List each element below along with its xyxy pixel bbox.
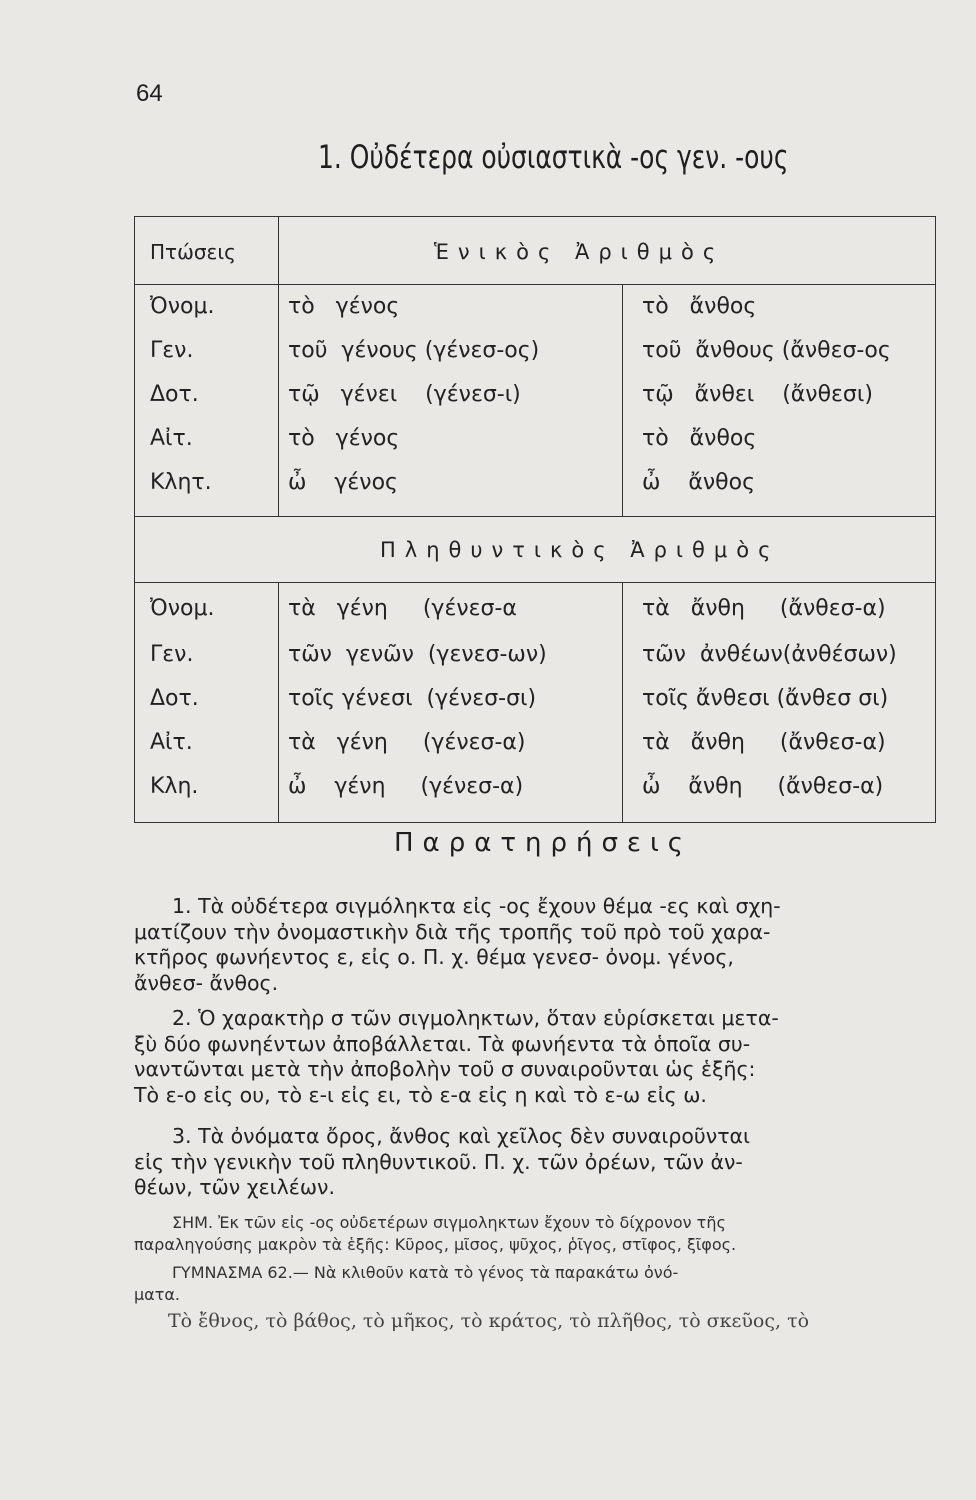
- exercise: [134, 1262, 934, 1306]
- sg-anthos-acc: τὸ ἄνθος: [642, 426, 757, 451]
- table-rule-plural-top: [134, 516, 936, 517]
- pl-case-acc: Αἰτ.: [150, 730, 193, 755]
- sg-genos-voc: ὦ γένος: [288, 470, 398, 495]
- pl-case-nom: Ὀνομ.: [150, 596, 215, 621]
- note-1-line: κτῆρος φωνήεντος ε, εἰς ο. Π. χ. θέμα γενεσ- ὀνομ. γένος,: [134, 945, 734, 969]
- note-2-line: 2. Ὁ χαρακτὴρ σ τῶν σιγμοληκτων, ὅταν εὑρίσκεται μετα-: [172, 1006, 779, 1030]
- pl-case-voc: Κλη.: [150, 774, 199, 799]
- pl-anthos-nom: τὰ ἄνθη (ἄνθεσ-α): [642, 596, 886, 621]
- table-rule-singular-header: [134, 284, 936, 285]
- pl-genos-acc: τὰ γένη (γένεσ-α): [288, 730, 526, 755]
- table-rule-mid-singular: [622, 284, 623, 516]
- pl-genos-voc: ὦ γένη (γένεσ-α): [288, 774, 524, 799]
- sg-anthos-voc: ὦ ἄνθος: [642, 470, 756, 495]
- sg-genos-acc: τὸ γένος: [288, 426, 400, 451]
- sg-anthos-gen: τοῦ ἄνθους (ἄνθεσ-ος: [642, 338, 891, 363]
- table-rule-case-singular: [278, 216, 279, 516]
- cases-header: Πτώσεις: [150, 240, 236, 264]
- exercise-word-list: Τὸ ἔθνος, τὸ βάθος, τὸ μῆκος, τὸ κράτος, τὸ πλῆθος, τὸ σκεῦος, τὸ: [168, 1310, 810, 1332]
- sg-case-gen: Γεν.: [150, 338, 194, 363]
- plural-header: Πληθυντικὸς Ἀριθμὸς: [380, 538, 780, 562]
- pl-genos-nom: τὰ γένη (γένεσ-α: [288, 596, 517, 621]
- table-rule-right: [935, 216, 936, 822]
- table-rule-plural-header: [134, 582, 936, 583]
- sg-anthos-nom: τὸ ἄνθος: [642, 294, 757, 319]
- pl-genos-gen: τῶν γενῶν (γενεσ-ων): [288, 642, 547, 667]
- pl-genos-dat: τοῖς γένεσι (γένεσ-σι): [288, 686, 537, 711]
- note-2-line: ξὺ δύο φωνηέντων ἀποβάλλεται. Τὰ φωνήεντα τὰ ὁποῖα συ-: [134, 1031, 751, 1056]
- note-2: [134, 1006, 934, 1108]
- table-rule-top: [134, 216, 936, 217]
- note-1-line: 1. Τὰ οὐδέτερα σιγμόληκτα εἰς -ος ἔχουν θέμα -ες καὶ σχη-: [172, 894, 781, 918]
- pl-anthos-gen: τῶν ἀνθέων(ἀνθέσων): [642, 642, 897, 667]
- declension-table: [134, 216, 936, 828]
- note-1: [134, 894, 934, 996]
- sg-anthos-dat: τῷ ἄνθει (ἄνθεσι): [642, 382, 873, 407]
- table-rule-left: [134, 216, 135, 822]
- table-rule-case-plural: [278, 582, 279, 822]
- note-3-line: θέων, τῶν χειλέων.: [134, 1175, 335, 1199]
- note-1-line: ἄνθεσ- ἄνθος.: [134, 970, 279, 995]
- sg-case-voc: Κλητ.: [150, 470, 212, 495]
- pl-case-gen: Γεν.: [150, 642, 194, 667]
- note-1-line: ματίζουν τὴν ὀνομαστικὴν διὰ τῆς τροπῆς τοῦ πρὸ τοῦ χαρα-: [134, 919, 771, 944]
- table-rule-mid-plural: [622, 582, 623, 822]
- singular-header: Ἑνικὸς Ἀριθμὸς: [434, 240, 725, 264]
- exercise-line: ΓΥΜΝΑΣΜΑ 62.— Νὰ κλιθοῦν κατὰ τὸ γένος τὰ παρακάτω ὀνό-: [172, 1263, 679, 1282]
- pl-anthos-acc: τὰ ἄνθη (ἄνθεσ-α): [642, 730, 886, 755]
- note-shm: [134, 1212, 934, 1256]
- table-rule-bottom: [134, 822, 936, 823]
- page-title: 1. Οὐδέτερα οὐσιαστικὰ -ος γεν. -ους: [318, 138, 789, 176]
- note-2-line: Τὸ ε-ο εἰς ου, τὸ ε-ι εἰς ει, τὸ ε-α εἰς η καὶ τὸ ε-ω εἰς ω.: [134, 1082, 707, 1107]
- note-2-line: ναντῶνται μετὰ τὴν ἀποβολὴν τοῦ σ συναιροῦνται ὡς ἑξῆς:: [134, 1057, 756, 1081]
- sg-case-nom: Ὀνομ.: [150, 294, 215, 319]
- pl-anthos-dat: τοῖς ἄνθεσι (ἄνθεσ σι): [642, 686, 889, 711]
- note-3-line: 3. Τὰ ὀνόματα ὄρος, ἄνθος καὶ χεῖλος δὲν συναιροῦνται: [172, 1124, 750, 1148]
- sg-case-dat: Δοτ.: [150, 382, 199, 407]
- sg-genos-gen: τοῦ γένους (γένεσ-ος): [288, 338, 540, 363]
- sg-genos-nom: τὸ γένος: [288, 294, 400, 319]
- sg-genos-dat: τῷ γένει (γένεσ-ι): [288, 382, 521, 407]
- pl-anthos-voc: ὦ ἄνθη (ἄνθεσ-α): [642, 774, 884, 799]
- exercise-line: ματα.: [134, 1285, 180, 1304]
- pl-case-dat: Δοτ.: [150, 686, 199, 711]
- observations-heading: Παρατηρήσεις: [394, 828, 693, 858]
- note-shm-line: παραληγούσης μακρὸν τὰ ἑξῆς: Κῦρος, μῖσος, ψῦχος, ῥῖγος, στῖφος, ξῖφος.: [134, 1235, 737, 1254]
- note-3-line: εἰς τὴν γενικὴν τοῦ πληθυντικοῦ. Π. χ. τῶν ὀρέων, τῶν ἀν-: [134, 1149, 743, 1174]
- note-3: [134, 1124, 934, 1201]
- sg-case-acc: Αἰτ.: [150, 426, 193, 451]
- note-shm-line: ΣΗΜ. Ἐκ τῶν εἰς -ος οὐδετέρων σιγμοληκτων ἔχουν τὸ δίχρονον τῆς: [172, 1213, 726, 1232]
- page-number: 64: [136, 80, 163, 107]
